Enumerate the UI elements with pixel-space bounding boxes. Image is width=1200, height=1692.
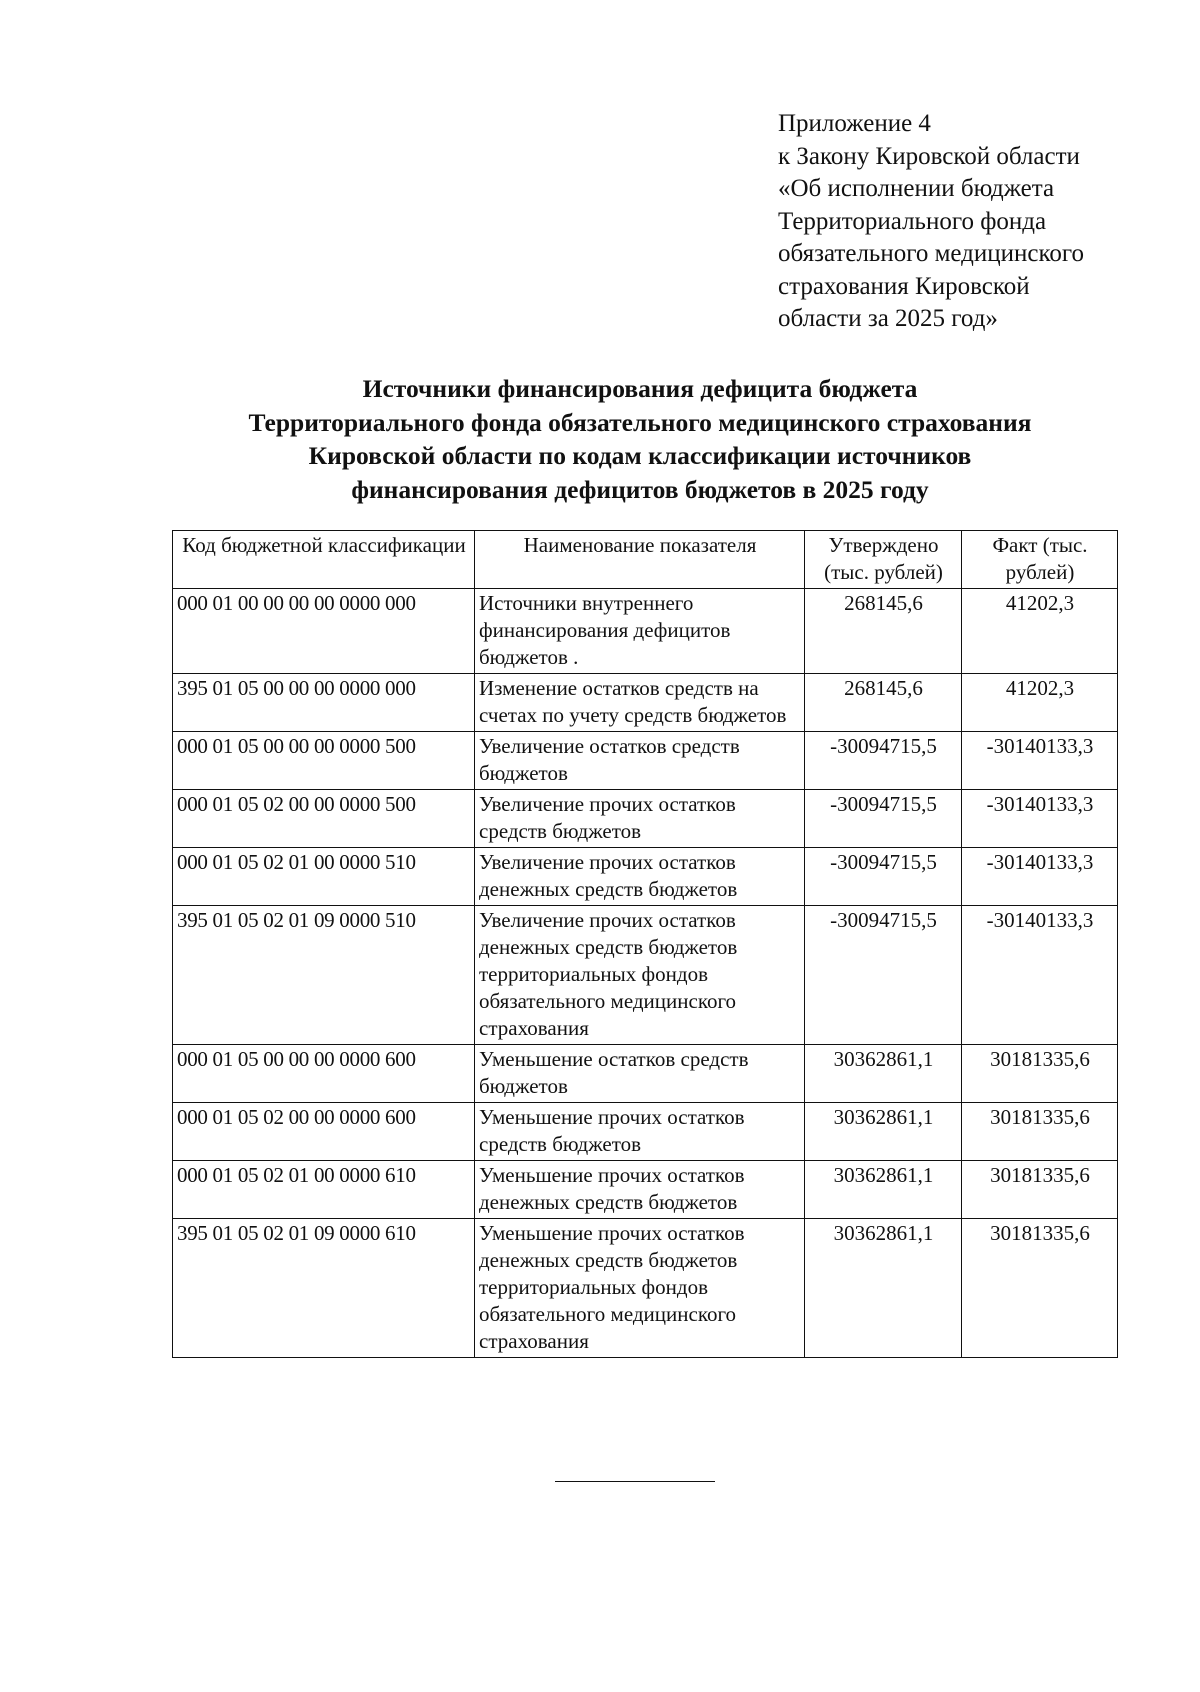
title-line: Территориального фонда обязательного медицинского страхования [248,407,1032,437]
cell-approved: -30094715,5 [805,790,962,848]
cell-code: 000 01 05 02 01 00 0000 510 [173,848,475,906]
cell-code: 395 01 05 02 01 09 0000 610 [173,1219,475,1358]
cell-name: Уменьшение прочих остатков денежных средств бюджетов территориальных фондов обязательного медицинского страхования [475,1219,805,1358]
cell-actual: -30140133,3 [962,906,1118,1045]
cell-actual: 41202,3 [962,589,1118,674]
title-line: финансирования дефицитов бюджетов в 2025 году [351,474,929,504]
table-header-row [173,531,1118,589]
table-row [173,790,1118,848]
table-row [173,848,1118,906]
header-name: Наименование показателя [475,531,805,589]
cell-approved: 268145,6 [805,674,962,732]
table-row [173,732,1118,790]
table-row [173,1219,1118,1358]
appendix-block [778,108,1178,336]
appendix-line: к Закону Кировской области [778,142,1080,170]
cell-actual: -30140133,3 [962,790,1118,848]
table-row [173,1103,1118,1161]
cell-actual: 30181335,6 [962,1103,1118,1161]
appendix-line: области за 2025 год» [778,305,998,332]
cell-name: Уменьшение остатков средств бюджетов [475,1045,805,1103]
appendix-line: Приложение 4 [778,110,931,137]
table-row [173,1161,1118,1219]
cell-name: Изменение остатков средств на счетах по учету средств бюджетов [475,674,805,732]
budget-sources-table [172,530,1118,1358]
cell-name: Уменьшение прочих остатков средств бюджетов [475,1103,805,1161]
header-actual: Факт (тыс. рублей) [962,531,1118,589]
cell-actual: -30140133,3 [962,848,1118,906]
cell-actual: 41202,3 [962,674,1118,732]
end-of-document-rule [555,1481,715,1482]
cell-code: 395 01 05 00 00 00 0000 000 [173,674,475,732]
appendix-line: «Об исполнении бюджета [778,175,1055,202]
cell-name: Источники внутреннего финансирования дефицитов бюджетов . [475,589,805,674]
cell-name: Уменьшение прочих остатков денежных средств бюджетов [475,1161,805,1219]
cell-approved: 268145,6 [805,589,962,674]
cell-name: Увеличение прочих остатков средств бюджетов [475,790,805,848]
cell-actual: 30181335,6 [962,1161,1118,1219]
cell-code: 000 01 05 02 00 00 0000 600 [173,1103,475,1161]
cell-code: 000 01 05 00 00 00 0000 600 [173,1045,475,1103]
cell-code: 000 01 00 00 00 00 0000 000 [173,589,475,674]
cell-name: Увеличение прочих остатков денежных средств бюджетов [475,848,805,906]
cell-code: 000 01 05 00 00 00 0000 500 [173,732,475,790]
cell-name: Увеличение остатков средств бюджетов [475,732,805,790]
cell-approved: -30094715,5 [805,906,962,1045]
document-title [160,372,1120,506]
header-approved: Утверждено (тыс. рублей) [805,531,962,589]
cell-code: 000 01 05 02 00 00 0000 500 [173,790,475,848]
table-row [173,589,1118,674]
cell-approved: 30362861,1 [805,1103,962,1161]
cell-approved: 30362861,1 [805,1045,962,1103]
header-code: Код бюджетной классификации [173,531,475,589]
cell-name: Увеличение прочих остатков денежных средств бюджетов территориальных фондов обязательного медицинского страхования [475,906,805,1045]
title-line: Источники финансирования дефицита бюджета [362,374,918,403]
cell-actual: -30140133,3 [962,732,1118,790]
cell-actual: 30181335,6 [962,1045,1118,1103]
cell-actual: 30181335,6 [962,1219,1118,1358]
cell-code: 395 01 05 02 01 09 0000 510 [173,906,475,1045]
appendix-line: обязательного медицинского [778,240,1085,267]
appendix-line: Территориального фонда [778,207,1047,235]
cell-code: 000 01 05 02 01 00 0000 610 [173,1161,475,1219]
cell-approved: -30094715,5 [805,848,962,906]
table-row [173,906,1118,1045]
cell-approved: -30094715,5 [805,732,962,790]
cell-approved: 30362861,1 [805,1161,962,1219]
table-row [173,1045,1118,1103]
table-row [173,674,1118,732]
title-line: Кировской области по кодам классификации источников [308,441,972,470]
appendix-line: страхования Кировской [778,272,1030,300]
cell-approved: 30362861,1 [805,1219,962,1358]
